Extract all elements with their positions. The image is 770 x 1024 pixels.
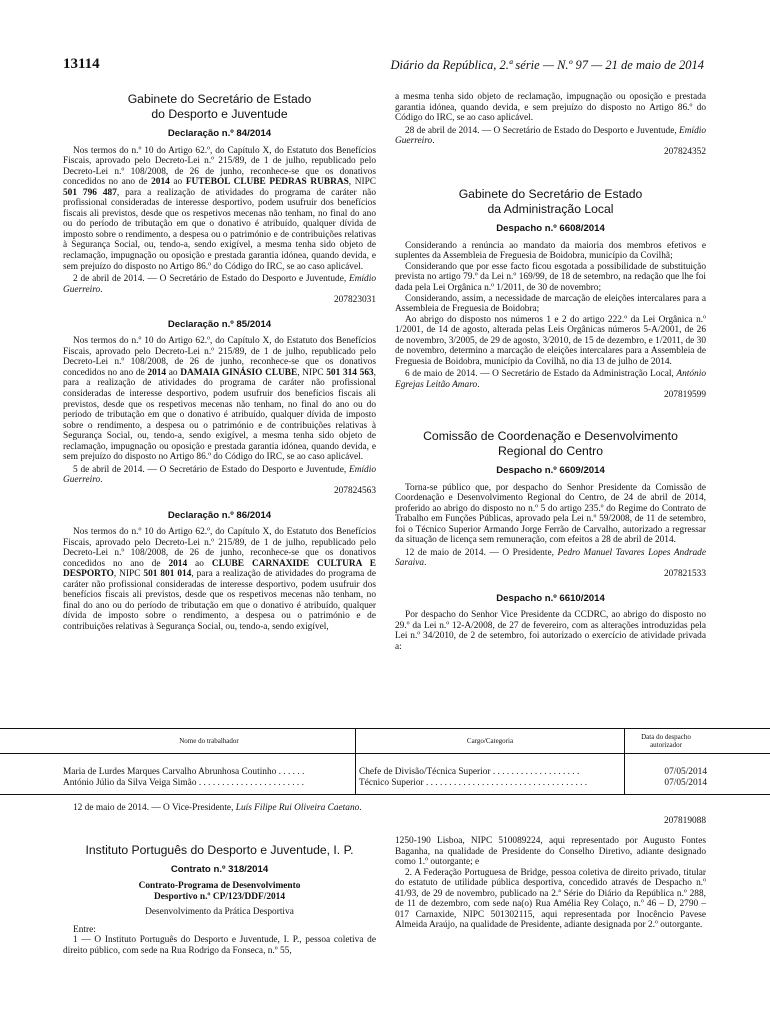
institute-title: Instituto Português do Desporto e Juventude, I. P. (85, 843, 354, 857)
despacho-6608-signature (395, 369, 706, 390)
contract-left-column (63, 845, 376, 956)
text: Nos termos do n.º 10 do Artigo 62.º, do Capítulo X, do Estatuto dos Benefícios Fiscais, aprovado pelo Decreto-Lei n.º 215/89, de 1 de julho, republicado pelo Decreto-Lei n.º 108/2008, de 26 de junho, reconhece-se que os donativos concedidos no ano de (63, 527, 376, 569)
declaracao-86-continuation: a mesma tenha sido objeto de reclamação, impugnação ou oposição e prestada garantia idónea, quando devida, e sem prejuízo do disposto no Artigo 86.º do Código do IRC, se ao caso aplicável. (395, 92, 706, 124)
despacho-6608-p3: Considerando, assim, a necessidade de marcação de eleições intercalares para a Assembleia de Freguesia de Boidobra; (395, 293, 706, 315)
despacho-6610-body: Por despacho do Senhor Vice Presidente da CCDRC, ao abrigo do disposto no 29.º da Lei n.º 12-A/2008, de 27 de fevereiro, com as alterações introduzidas pela Lei n.º 34/2010, de 2 de setembro, foi autorizado o exercício de atividade privada a: (395, 610, 706, 652)
cell-name: Maria de Lurdes Marques Carvalho Abrunhosa Coutinho . . . . . . (63, 767, 305, 777)
section-title-administracao-local (395, 187, 706, 216)
text: 12 de maio de 2014. — O Vice-Presidente, (73, 803, 236, 813)
text: , para a realização de atividades do programa de caráter não profissional consideradas de interesse desportivo, podem usufruir dos benefícios fiscais ali previstos, desde que os respetivos mecenas não tenham, no final do ano ou do período de tributação em que o donativo é atribuído, qualquer dívida de imposto sobre o rendimento, a despesa ou o património e de contribuições relativas à Segurança Social, ou, tendo-a, sendo exigível, a mesma tenha sido objeto de reclamação, impugnação ou oposição e prestada garantia idónea, quando devida, e sem prejuízo do disposto no Artigo 86.º do Código do IRC, se ao caso aplicável. (63, 367, 376, 463)
declaracao-86-body (63, 527, 376, 632)
entity-name: FUTEBOL CLUBE PEDRAS RUBRAS (185, 177, 349, 188)
signatory-name: Emídio Guerreiro (395, 125, 707, 147)
entity-name: CLUBE CARNAXIDE CULTURA E DESPORTO (63, 558, 376, 580)
text: . (424, 558, 427, 569)
text: ao (169, 177, 186, 188)
right-column (395, 92, 706, 652)
text: , para a realização de atividades do programa de caráter não profissional consideradas de interesse desportivo, podem usufruir dos benefícios fiscais ali previstos, desde que os respetivos mecenas não tenham, no final do ano ou do período de tributação em que o donativo é atribuído, qualquer dívida de imposto sobre o rendimento, a despesa ou o património e de contribuições relativas à Segurança Social, ou, tendo-a, sendo exigível, a mesma tenha sido objeto de reclamação, impugnação ou oposição e prestada garantia idónea, quando devida, e sem prejuízo do disposto no Artigo 86.º do Código do IRC, se ao caso aplicável. (63, 187, 376, 272)
contract-program-title (63, 881, 376, 902)
despacho-6609-title: Despacho n.º 6609/2014 (496, 465, 605, 477)
despacho-6608-ref: 207819599 (663, 390, 706, 401)
cell-date: 07/05/2014 (664, 767, 707, 777)
signatory-name: Emídio Guerreiro (63, 464, 376, 486)
text: Nos termos do n.º 10 do Artigo 62.º, do Capítulo X, do Estatuto dos Benefícios Fiscais, aprovado pelo Decreto-Lei n.º 215/89, de 1 de julho, republicado pelo Decreto-Lei n.º 108/2008, de 26 de junho, reconhece-se que os donativos concedidos no ano de (63, 145, 376, 188)
declaracao-86-signature (395, 126, 706, 147)
signatory-name: Luís Filipe Rui Oliveira Caetano (235, 803, 360, 813)
text: ao (166, 367, 181, 378)
section-title-line-1: Gabinete do Secretário de Estado (127, 92, 312, 106)
despacho-6609-ref: 207821533 (663, 568, 706, 579)
declaracao-84-title: Declaração n.º 84/2014 (167, 128, 272, 139)
despacho-6608-title: Despacho n.º 6608/2014 (496, 223, 605, 235)
signatory-name: António Egrejas Leitão Amaro (395, 369, 706, 390)
year: 2014 (168, 558, 188, 569)
text: , NIPC (113, 569, 144, 580)
contract-party-2: 2. A Federação Portuguesa de Bridge, pessoa coletiva de direito privado, titular do estatuto de utilidade pública desportiva, concedido através de Despacho n.º 41/93, de 29 de novembro, publicado na 2.ª Série do Diário da República n.º 288, de 11 de dezembro, com sede na(o) Rua Amélia Rey Colaço, n.º 46 – D, 2790 – 017 Carnaxide, NIPC 501302115, aqui representada por Inocêncio Pavese Almeida Araújo, na qualidade de Presidente, adiante designada por 2.º outorgante. (395, 867, 706, 931)
text: 12 de maio de 2014. — O Presidente, (405, 547, 558, 558)
page-header (63, 56, 704, 78)
text: 28 de abril de 2014. — O Secretário de Estado do Desporto e Juventude, (405, 125, 680, 136)
text: . (359, 803, 362, 813)
contract-party-1-continued: 1250-190 Lisboa, NIPC 510089224, aqui representado por Augusto Fontes Baganha, na qualidade de Presidente do Conselho Diretivo, adiante designado como 1.º outorgante; e (395, 836, 706, 868)
section-title-line-1: Comissão de Coordenação e Desenvolvimento (423, 429, 678, 444)
year: 2014 (147, 367, 167, 378)
cell-role: Técnico Superior . . . . . . . . . . . . . . . . . . . . . . . . . . . . . . . . . . . (356, 778, 625, 795)
declaracao-85-body (63, 336, 376, 463)
text: . (477, 379, 480, 390)
despacho-6608-p1: Considerando a renúncia ao mandato da maioria dos membros efetivos e suplentes da Assembleia de Freguesia de Boidobra, município da Covilhã; (395, 240, 706, 262)
nipc: 501 796 487 (63, 187, 117, 198)
contract-subtitle: Desenvolvimento da Prática Desportiva (145, 907, 294, 918)
section-title-line-2: Regional do Centro (497, 443, 604, 458)
column-header-name: Nome do trabalhador (0, 729, 356, 754)
nipc: 501 801 014 (143, 569, 192, 580)
entity-name: DAMAIA GINÁSIO CLUBE (180, 367, 298, 378)
text: 2 de abril de 2014. — O Secretário de Estado do Desporto e Juventude, (73, 274, 349, 285)
table-row (0, 754, 770, 778)
running-head: Diário da República, 2.ª série — N.º 97 — 21 de maio de 2014 (390, 58, 704, 72)
text: 5 de abril de 2014. — O Secretário de Estado do Desporto e Juventude, (73, 464, 349, 475)
declaracao-86-title: Declaração n.º 86/2014 (167, 509, 272, 521)
declaracao-85-title: Declaração n.º 85/2014 (167, 318, 272, 330)
year: 2014 (151, 177, 170, 188)
cell-role: Chefe de Divisão/Técnica Superior . . . . . . . . . . . . . . . . . . . (356, 754, 625, 778)
left-column (63, 92, 376, 633)
declaracao-84-signature (63, 274, 376, 295)
text: ao (187, 558, 212, 569)
page-number: 13114 (63, 56, 100, 72)
text: , NIPC (297, 367, 327, 378)
text: . (432, 136, 435, 147)
declaracao-84-body (63, 146, 376, 273)
despacho-6608-p2: Considerando que por esse facto ficou esgotada a possibilidade de substituição prevista no artigo 79.º da Lei n.º 169/99, de 18 de setembro, na redação que lhe foi dada pela Lei Orgânica n.º 1/2011, de 30 de novembro; (395, 261, 706, 294)
contract-right-column (395, 836, 706, 931)
section-title-line-1: Gabinete do Secretário de Estado (458, 187, 643, 202)
section-title-line-2: do Desporto e Juventude (151, 106, 288, 121)
signatory-name: Emídio Guerreiro (63, 274, 376, 295)
section-title-desporto (63, 92, 376, 121)
despacho-6608-p4: Ao abrigo do disposto nos números 1 e 2 do artigo 222.º da Lei Orgânica n.º 1/2001, de 14 de agosto, alterada pelas Leis Orgânicas números 5-A/2001, de 26 de novembro, 3/2005, de 29 de agosto, 3/2010, de 15 de dezembro, e 1/2011, de 30 de novembro, determino a marcação de eleições intercalares para a Assembleia de Freguesia de Boidobra, município da Covilhã, no dia 13 de julho de 2014. (395, 314, 706, 367)
cell-date: 07/05/2014 (625, 778, 770, 795)
despacho-6610-signature (63, 803, 706, 814)
cell-name: António Júlio da Silva Veiga Simão . . . . . . . . . . . . . . . . . . . . . . . (0, 778, 356, 795)
contract-party-1: 1 — O Instituto Português do Desporto e Juventude, I. P., pessoa coletiva de direito público, com sede na Rua Rodrigo da Fonseca, n.º 55, (63, 935, 376, 956)
despacho-6610-title: Despacho n.º 6610/2014 (496, 592, 605, 604)
contract-title: Contrato n.º 318/2014 (170, 863, 269, 875)
declaracao-85-signature (63, 465, 376, 486)
declaracao-84-ref: 207823031 (333, 295, 376, 306)
despacho-6610-closing (63, 803, 706, 840)
contract-entre: Entre: (73, 924, 96, 935)
text: , para a realização de atividades do programa de caráter não profissional consideradas de interesse desportivo, podem usufruir dos benefícios fiscais ali previstos, desde que os respetivos mecenas não tenham, no final do ano ou do período de tributação em que o donativo é atribuído, qualquer dívida de imposto sobre o rendimento, a despesa ou o património e de contribuições relativas à Segurança Social, ou, tendo-a, sendo exigível, (63, 569, 376, 632)
section-title-ccdr-centro (395, 429, 706, 458)
despacho-6610-ref: 207819088 (663, 815, 706, 826)
section-title-line-2: da Administração Local (487, 201, 614, 216)
text: . (100, 284, 103, 295)
declaracao-85-ref: 207824563 (333, 485, 376, 496)
column-header-role: Cargo/Categoria (356, 729, 625, 754)
column-header-date: Data do despacho autorizador (625, 729, 770, 754)
declaracao-86-ref: 207824352 (663, 146, 706, 157)
text: . (100, 475, 103, 486)
text: 6 de maio de 2014. — O Secretário de Estado da Administração Local, (405, 369, 677, 380)
signatory-name: Pedro Manuel Tavares Lopes Andrade Saraiva (395, 547, 706, 569)
text: Nos termos do n.º 10 do Artigo 62.º, do Capítulo X, do Estatuto dos Benefícios Fiscais, aprovado pelo Decreto-Lei n.º 215/89, de 1 de julho, republicado pelo Decreto-Lei n.º 108/2008, de 26 de junho, reconhece-se que os donativos concedidos no ano de (63, 336, 376, 378)
text: , NIPC (348, 177, 376, 188)
nipc: 501 314 563 (326, 367, 374, 378)
despacho-6609-signature (395, 548, 706, 569)
despacho-6609-body: Torna-se público que, por despacho do Senhor Presidente da Comissão de Coordenação e Desenvolvimento Regional do Centro, de 24 de abril de 2014, proferido ao abrigo do disposto no n.º 5 do artigo 235.º do Regime do Contrato de Trabalho em Funções Públicas, aprovado pela Lei n.º 59/2008, de 11 de setembro, foi o Técnico Superior Armando Jorge Ferrão de Carvalho, autorizado a regressar da situação de licença sem remuneração, com efeitos a 28 de abril de 2014. (395, 482, 706, 546)
table-row (0, 778, 770, 795)
contract-program-line-1: Contrato-Programa de Desenvolvimento (138, 881, 301, 892)
contract-program-line-2: Desportivo n.º CP/123/DDF/2014 (153, 891, 286, 902)
